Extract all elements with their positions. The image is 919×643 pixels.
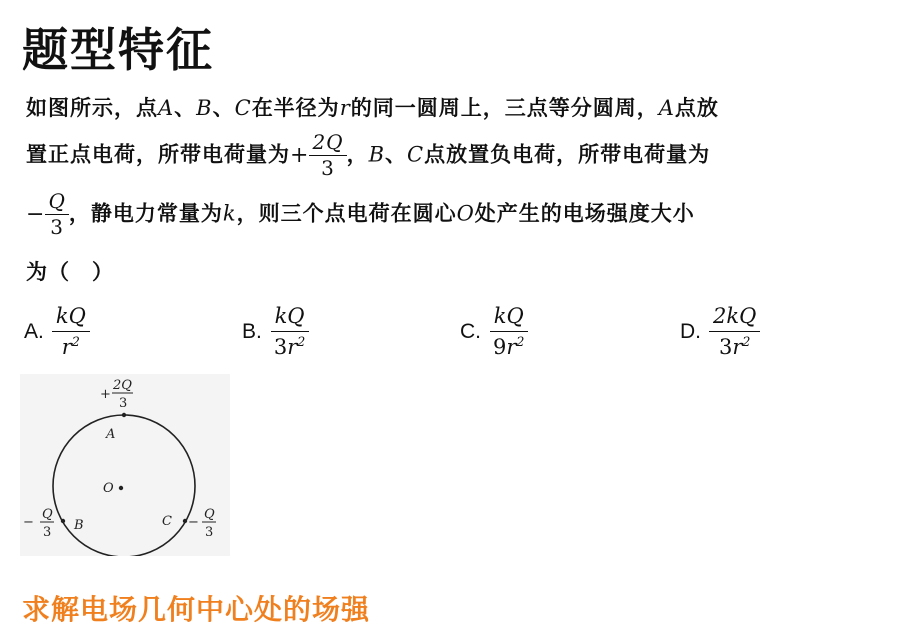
option-letter: A. <box>24 320 44 344</box>
den-var: r <box>732 335 743 360</box>
option-letter: B. <box>242 320 262 344</box>
label-a: A <box>106 427 116 442</box>
question-text: ， <box>346 142 369 167</box>
separator: 、 <box>174 96 197 120</box>
plus-sign: + <box>290 143 310 168</box>
question-text: 处产生的电场强度大小 <box>474 201 695 226</box>
point-c-dot <box>183 519 187 523</box>
fraction-numerator: kQ <box>271 304 309 332</box>
option-letter: C. <box>460 320 481 344</box>
point-b-label: B <box>368 142 385 167</box>
fraction-numerator: Q <box>45 190 68 215</box>
right-charge-numerator: Q <box>204 507 215 522</box>
question-line-1 <box>26 92 719 122</box>
option-fraction <box>709 304 760 360</box>
radius-symbol: r <box>339 96 351 120</box>
question-text: 点放 <box>674 96 719 120</box>
page-title: 题型特征 <box>22 23 214 77</box>
fraction-numerator: kQ <box>52 304 90 332</box>
option-d[interactable] <box>680 304 760 360</box>
option-b[interactable] <box>242 304 309 360</box>
fraction-denominator <box>270 332 309 360</box>
separator: 、 <box>385 142 407 167</box>
question-text: 为（ ） <box>26 260 114 284</box>
question-text: 置正点电荷，所带电荷量为 <box>26 142 290 167</box>
label-c: C <box>162 514 172 529</box>
label-b: B <box>74 518 84 533</box>
question-line-2 <box>26 131 710 180</box>
point-a-dot <box>122 413 126 417</box>
left-charge-sign: − <box>23 515 34 530</box>
question-line-3 <box>26 190 695 239</box>
option-fraction <box>270 304 309 360</box>
fraction-denominator: 3 <box>321 156 335 180</box>
left-charge-denominator: 3 <box>43 525 52 540</box>
center-o-dot <box>119 486 123 490</box>
left-charge-numerator: Q <box>42 507 53 522</box>
point-b-dot <box>61 519 65 523</box>
option-c[interactable] <box>460 304 528 360</box>
footer-subtitle: 求解电场几何中心处的场强 <box>22 593 371 626</box>
den-var: r <box>61 335 72 360</box>
point-a-label: A <box>158 96 175 120</box>
top-charge-numerator: 2Q <box>113 378 132 393</box>
option-fraction <box>52 304 90 360</box>
fraction-numerator: kQ <box>490 304 528 332</box>
question-line-4 <box>26 256 114 286</box>
charge-fraction-positive <box>309 131 346 180</box>
den-var: r <box>287 335 298 360</box>
point-c-label: C <box>234 96 252 120</box>
fraction-denominator <box>58 332 84 360</box>
fraction-numerator: 2Q <box>309 131 346 156</box>
option-letter: D. <box>680 320 701 344</box>
fraction-denominator: 3 <box>50 215 64 239</box>
question-text: 在半径为 <box>251 96 340 120</box>
charge-fraction-negative <box>45 190 68 239</box>
point-c-label: C <box>407 142 425 167</box>
point-o-label: O <box>456 201 475 226</box>
right-charge-denominator: 3 <box>205 525 214 540</box>
fraction-numerator: 2kQ <box>709 304 760 332</box>
question-text: ，静电力常量为 <box>68 201 223 226</box>
minus-sign: − <box>26 202 46 227</box>
den-exp: 2 <box>71 334 80 350</box>
separator: 、 <box>212 96 235 120</box>
den-exp: 2 <box>516 334 525 350</box>
top-charge-sign: + <box>100 387 111 402</box>
point-b-label: B <box>196 96 213 120</box>
fraction-denominator <box>489 332 528 360</box>
fraction-denominator <box>715 332 754 360</box>
den-var: r <box>506 335 517 360</box>
den-coef: 9 <box>493 335 507 360</box>
den-coef: 3 <box>273 335 288 360</box>
constant-k-symbol: k <box>222 201 237 226</box>
den-coef: 3 <box>718 335 733 360</box>
question-text: 点放置负电荷，所带电荷量为 <box>424 142 711 167</box>
option-fraction <box>489 304 528 360</box>
question-text: 如图所示，点 <box>26 96 158 120</box>
top-charge-denominator: 3 <box>119 396 128 411</box>
question-text: ，则三个点电荷在圆心 <box>236 201 457 226</box>
question-text: 的同一圆周上，三点等分圆周， <box>350 96 659 120</box>
right-charge-sign: − <box>188 515 199 530</box>
option-a[interactable] <box>24 304 90 360</box>
circle-charge-diagram <box>20 374 230 556</box>
den-exp: 2 <box>742 334 751 350</box>
point-a-label: A <box>658 96 675 120</box>
den-exp: 2 <box>297 334 306 350</box>
label-o: O <box>103 481 114 496</box>
